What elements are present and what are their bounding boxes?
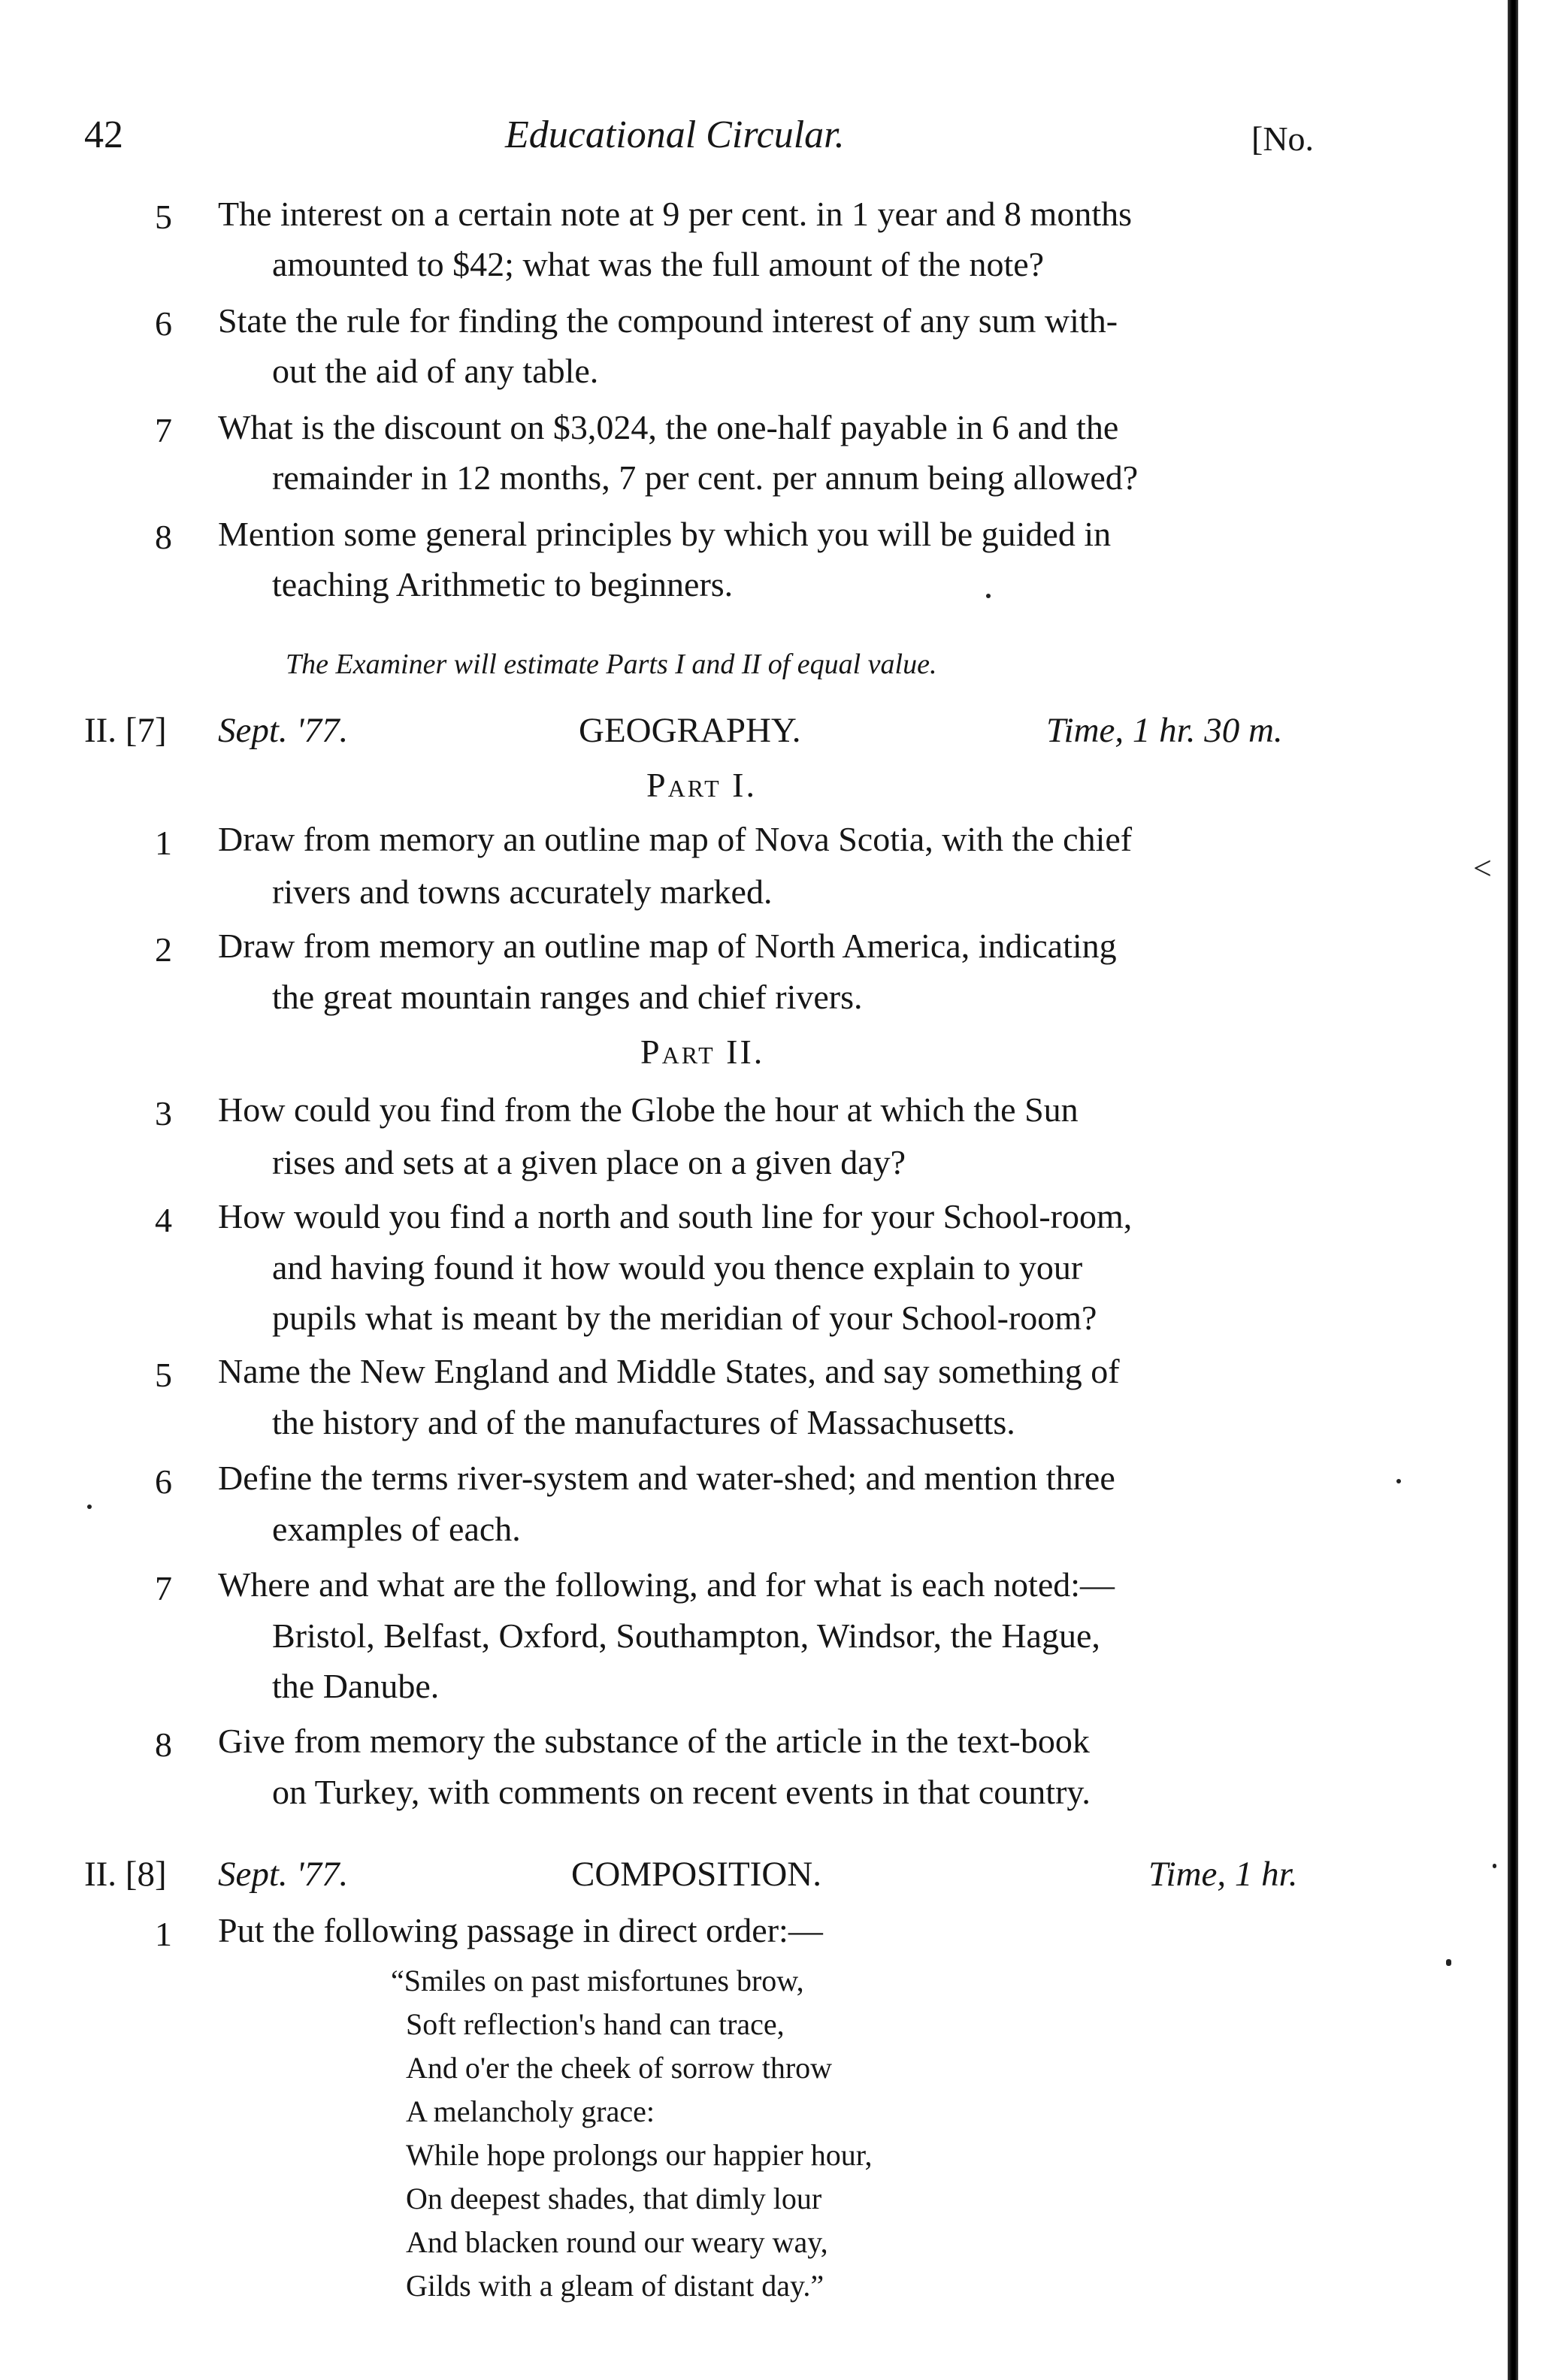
issue-mark: [No. bbox=[1251, 119, 1315, 158]
arith-q7-number: 7 bbox=[155, 411, 172, 449]
arith-q6-number: 6 bbox=[155, 304, 172, 343]
geo-q5-line2: the history and of the manufactures of Massachusetts. bbox=[272, 1403, 1015, 1441]
geo-q4-line2: and having found it how would you thence explain to your bbox=[272, 1248, 1083, 1287]
geography-part2-heading: Part II. bbox=[640, 1033, 765, 1071]
ink-dot bbox=[1446, 1959, 1451, 1966]
page-edge-shadow bbox=[1508, 0, 1518, 2380]
poem-line-4: A melancholy grace: bbox=[406, 2094, 655, 2128]
geo-q2-line2: the great mountain ranges and chief rivers. bbox=[272, 978, 863, 1016]
examiner-note: The Examiner will estimate Parts I and II of equal value. bbox=[286, 649, 937, 680]
geo-q6-line1: Define the terms river-system and water-shed; and mention three bbox=[218, 1459, 1115, 1497]
geography-part1-heading: Part I. bbox=[646, 766, 757, 804]
poem-line-5: While hope prolongs our happier hour, bbox=[406, 2138, 873, 2172]
geography-ref-label: II. [7] bbox=[84, 711, 167, 750]
geo-q7-line2: Bristol, Belfast, Oxford, Southampton, Windsor, the Hague, bbox=[272, 1616, 1100, 1655]
geo-q3-number: 3 bbox=[155, 1094, 172, 1133]
geography-date: Sept. '77. bbox=[218, 711, 349, 750]
geo-q7-line3: the Danube. bbox=[272, 1667, 440, 1705]
arith-q7-line1: What is the discount on $3,024, the one-half payable in 6 and the bbox=[218, 408, 1119, 446]
geo-q7-line1: Where and what are the following, and for what is each noted:— bbox=[218, 1565, 1115, 1604]
arith-q7-line2: remainder in 12 months, 7 per cent. per annum being allowed? bbox=[272, 458, 1139, 497]
geo-q7-number: 7 bbox=[155, 1569, 172, 1607]
geo-q4-line3: pupils what is meant by the meridian of your School-room? bbox=[272, 1299, 1097, 1337]
geo-q2-line1: Draw from memory an outline map of North America, indicating bbox=[218, 927, 1117, 965]
poem-line-2: Soft reflection's hand can trace, bbox=[406, 2007, 785, 2041]
geo-q5-number: 5 bbox=[155, 1356, 172, 1394]
geo-q8-line2: on Turkey, with comments on recent events in that country. bbox=[272, 1773, 1091, 1811]
composition-time: Time, 1 hr. bbox=[1148, 1855, 1298, 1894]
composition-date: Sept. '77. bbox=[218, 1855, 349, 1894]
geo-q6-line2: examples of each. bbox=[272, 1510, 521, 1548]
poem-line-3: And o'er the cheek of sorrow throw bbox=[406, 2051, 833, 2085]
geo-q1-line2: rivers and towns accurately marked. bbox=[272, 872, 773, 911]
poem-line-8: Gilds with a gleam of distant day.” bbox=[406, 2269, 824, 2303]
arith-q5-line2: amounted to $42; what was the full amount of the note? bbox=[272, 245, 1045, 283]
arith-q8-line1: Mention some general principles by which you will be guided in bbox=[218, 515, 1112, 553]
arith-q5-line1: The interest on a certain note at 9 per cent. in 1 year and 8 months bbox=[218, 195, 1133, 233]
comp-q1-text: Put the following passage in direct order:— bbox=[218, 1911, 823, 1949]
ink-dot bbox=[986, 594, 991, 598]
geo-q8-line1: Give from memory the substance of the article in the text-book bbox=[218, 1722, 1090, 1760]
page-number: 42 bbox=[84, 113, 123, 156]
margin-arrow-mark: < bbox=[1473, 850, 1492, 887]
geo-q4-number: 4 bbox=[155, 1201, 172, 1239]
composition-title: COMPOSITION. bbox=[571, 1855, 821, 1894]
geo-q8-number: 8 bbox=[155, 1725, 172, 1764]
poem-line-6: On deepest shades, that dimly lour bbox=[406, 2182, 822, 2215]
arith-q5-number: 5 bbox=[155, 198, 172, 236]
composition-ref-label: II. [8] bbox=[84, 1855, 167, 1894]
ink-dot bbox=[1396, 1479, 1401, 1483]
ink-dot bbox=[87, 1505, 92, 1509]
arith-q8-number: 8 bbox=[155, 518, 172, 556]
running-title: Educational Circular. bbox=[505, 113, 845, 156]
geo-q1-line1: Draw from memory an outline map of Nova Scotia, with the chief bbox=[218, 820, 1133, 858]
geography-title: GEOGRAPHY. bbox=[579, 711, 801, 750]
geography-time: Time, 1 hr. 30 m. bbox=[1046, 711, 1283, 750]
geo-q3-line2: rises and sets at a given place on a given day? bbox=[272, 1143, 906, 1181]
comp-q1-number: 1 bbox=[155, 1915, 172, 1953]
geo-q5-line1: Name the New England and Middle States, and say something of bbox=[218, 1352, 1120, 1390]
arith-q6-line1: State the rule for finding the compound interest of any sum with- bbox=[218, 301, 1118, 340]
geo-q3-line1: How could you find from the Globe the hour at which the Sun bbox=[218, 1090, 1079, 1129]
geo-q4-line1: How would you find a north and south line for your School-room, bbox=[218, 1197, 1133, 1235]
poem-line-1: “Smiles on past misfortunes brow, bbox=[391, 1964, 804, 1997]
geo-q6-number: 6 bbox=[155, 1462, 172, 1501]
geo-q1-number: 1 bbox=[155, 824, 172, 862]
ink-dot bbox=[1493, 1864, 1496, 1868]
arith-q6-line2: out the aid of any table. bbox=[272, 352, 599, 390]
poem-line-7: And blacken round our weary way, bbox=[406, 2225, 828, 2259]
arith-q8-line2: teaching Arithmetic to beginners. bbox=[272, 565, 734, 603]
geo-q2-number: 2 bbox=[155, 930, 172, 969]
